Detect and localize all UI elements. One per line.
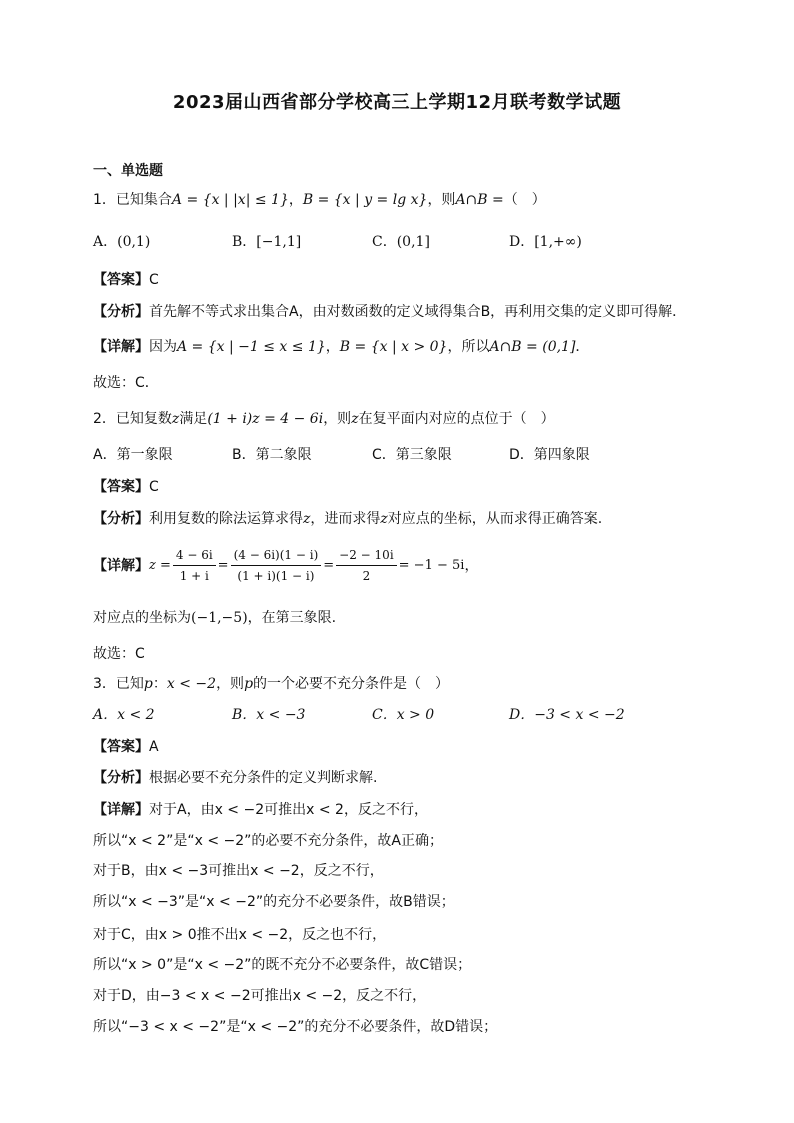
q2-analysis: [93, 509, 602, 529]
q2-analysis-b: ，进而求得: [310, 511, 381, 527]
q3-analysis-tag: 【分析】: [93, 770, 149, 786]
q2-answer-tag: 【答案】: [93, 479, 149, 495]
q3-detail-line: 所以“−3 < x < −2”是“x < −2”的充分不必要条件，故D错误；: [93, 1019, 498, 1035]
q3-option-a: A．x < 2: [93, 707, 155, 723]
q3-stem-d: 的一个必要不充分条件是（ ）: [253, 676, 450, 692]
q3-detail-line: 所以“x < 2”是“x < −2”的必要不充分条件，故A正确；: [93, 833, 443, 849]
q2-option-c: C．第三象限: [372, 447, 452, 463]
q2-detail-end: ，: [464, 558, 479, 574]
q2-z: z: [171, 411, 180, 427]
q1-option-a: A．(0,1): [93, 234, 151, 250]
q2-analysis-c: 对应点的坐标，从而求得正确答案.: [387, 511, 603, 527]
q1-answer-tag: 【答案】: [93, 272, 149, 288]
q1-set-a: A = {x | |x| ≤ 1}: [171, 192, 289, 208]
q3-option-c: C．x > 0: [372, 707, 435, 723]
q2-fraction-2: [231, 547, 322, 584]
q3-answer: [93, 737, 159, 757]
q1-detail-set-a: A = {x | −1 ≤ x ≤ 1}: [177, 339, 326, 355]
q2-point-a: 对应点的坐标为: [93, 610, 191, 626]
q3-detail-line: 对于D，由−3 < x < −2可推出x < −2，反之不行，: [93, 988, 427, 1004]
q2-equals-1: =: [217, 557, 229, 573]
q2-answer: [93, 477, 159, 497]
q1-answer: [93, 270, 159, 290]
q2-analysis-tag: 【分析】: [93, 511, 149, 527]
q2-fraction-1-num: 4 − 6i: [173, 547, 216, 566]
q1-paren: （ ）: [503, 192, 546, 208]
q2-detail-tag: 【详解】: [93, 558, 149, 574]
q2-fraction-1-den: 1 + i: [179, 568, 209, 583]
q3-stem-a: 3．已知: [93, 676, 144, 692]
q3-p-2: p: [244, 676, 254, 692]
q3-option-b: B．x < −3: [232, 707, 306, 723]
q1-stem-suffix: ，则: [427, 192, 456, 208]
q1-stem: [93, 190, 546, 210]
q2-detail-result: = −1 − 5i: [398, 557, 465, 573]
q2-fraction-3: [336, 547, 396, 584]
q1-detail-tag: 【详解】: [93, 339, 149, 355]
q3-option-d: D．−3 < x < −2: [509, 707, 625, 723]
q1-option-c: C．(0,1]: [372, 234, 430, 250]
q2-point-coord: (−1,−5): [191, 610, 248, 626]
q3-stem: [93, 674, 449, 694]
q1-sep: ，: [288, 192, 303, 208]
q2-fraction-3-num: −2 − 10i: [336, 547, 396, 566]
q2-fraction-2-num: (4 − 6i)(1 − i): [231, 547, 322, 566]
q1-detail-result: A∩B = (0,1]: [489, 339, 576, 355]
q3-detail-line: 对于C，由x > 0推不出x < −2，反之也不行，: [93, 927, 387, 943]
q1-answer-value: C: [149, 272, 159, 288]
q3-answer-tag: 【答案】: [93, 739, 149, 755]
q1-analysis-text: 首先解不等式求出集合A，由对数函数的定义域得集合B，再利用交集的定义即可得解．: [149, 304, 687, 320]
q2-fraction-2-den: (1 + i)(1 − i): [237, 568, 315, 583]
q1-detail: [93, 337, 589, 357]
q2-fraction-1: [173, 547, 216, 584]
q2-analysis-z: z: [303, 511, 311, 527]
q2-detail: [93, 543, 478, 587]
q1-detail-so: ，所以: [447, 339, 490, 355]
q2-option-a: A．第一象限: [93, 447, 173, 463]
q3-detail-line: 所以“x > 0”是“x < −2”的既不充分不必要条件，故C错误；: [93, 957, 472, 973]
q3-analysis-text: 根据必要不充分条件的定义判断求解.: [149, 770, 378, 786]
q3-answer-value: A: [149, 739, 159, 755]
q3-detail-line: 对于B，由x < −3可推出x < −2，反之不行，: [93, 863, 384, 879]
q2-detail-z: z =: [149, 557, 171, 573]
q2-stem-d: 在复平面内对应的点位于（ ）: [358, 411, 555, 427]
q2-point-b: ，在第三象限.: [247, 610, 337, 626]
q2-stem-b: 满足: [179, 411, 208, 427]
q2-stem-c: ，则: [323, 411, 352, 427]
q1-conclusion: 故选：C．: [93, 375, 159, 391]
q1-analysis: [93, 302, 686, 322]
q2-option-d: D．第四象限: [509, 447, 590, 463]
q2-fraction-3-den: 2: [362, 568, 371, 583]
q1-option-b: B．[−1,1]: [232, 234, 302, 250]
q1-detail-mid: ，: [325, 339, 340, 355]
q1-expr: A∩B =: [455, 192, 504, 208]
page-title: 2023届山西省部分学校高三上学期12月联考数学试题: [172, 92, 622, 113]
q2-conclusion: 故选：C: [93, 646, 145, 662]
q2-equation: (1 + i)z = 4 − 6i: [207, 411, 324, 427]
q3-stem-c: ，则: [216, 676, 245, 692]
q1-analysis-tag: 【分析】: [93, 304, 149, 320]
q3-detail-line-0: 对于A，由x < −2可推出x < 2，反之不行，: [149, 802, 428, 818]
q2-stem-a: 2．已知复数: [93, 411, 172, 427]
q3-analysis: [93, 768, 377, 788]
q2-stem: [93, 409, 555, 429]
q1-detail-a: 因为: [149, 339, 177, 355]
q3-detail-line: 所以“x < −3”是“x < −2”的充分不必要条件，故B错误；: [93, 894, 455, 910]
q2-point: [93, 608, 336, 628]
q2-option-b: B．第二象限: [232, 447, 312, 463]
q3-detail-tag: 【详解】: [93, 802, 149, 818]
q2-analysis-z-2: z: [380, 511, 388, 527]
q1-stem-prefix: 1．已知集合: [93, 192, 172, 208]
q2-equals-2: =: [323, 557, 335, 573]
q1-option-d: D．[1,+∞): [509, 234, 582, 250]
q1-detail-end: ．: [575, 339, 590, 355]
section-heading: 一、单选题: [93, 163, 163, 179]
q1-detail-set-b: B = {x | x > 0}: [339, 339, 448, 355]
q3-stem-b: ：: [152, 676, 167, 692]
q1-set-b: B = {x | y = lg x}: [302, 192, 428, 208]
q2-z-2: z: [351, 411, 359, 427]
q2-analysis-a: 利用复数的除法运算求得: [149, 511, 303, 527]
q3-condition: x < −2: [166, 676, 217, 692]
q3-detail: [93, 800, 428, 820]
q2-answer-value: C: [149, 479, 159, 495]
q3-p: p: [143, 676, 153, 692]
